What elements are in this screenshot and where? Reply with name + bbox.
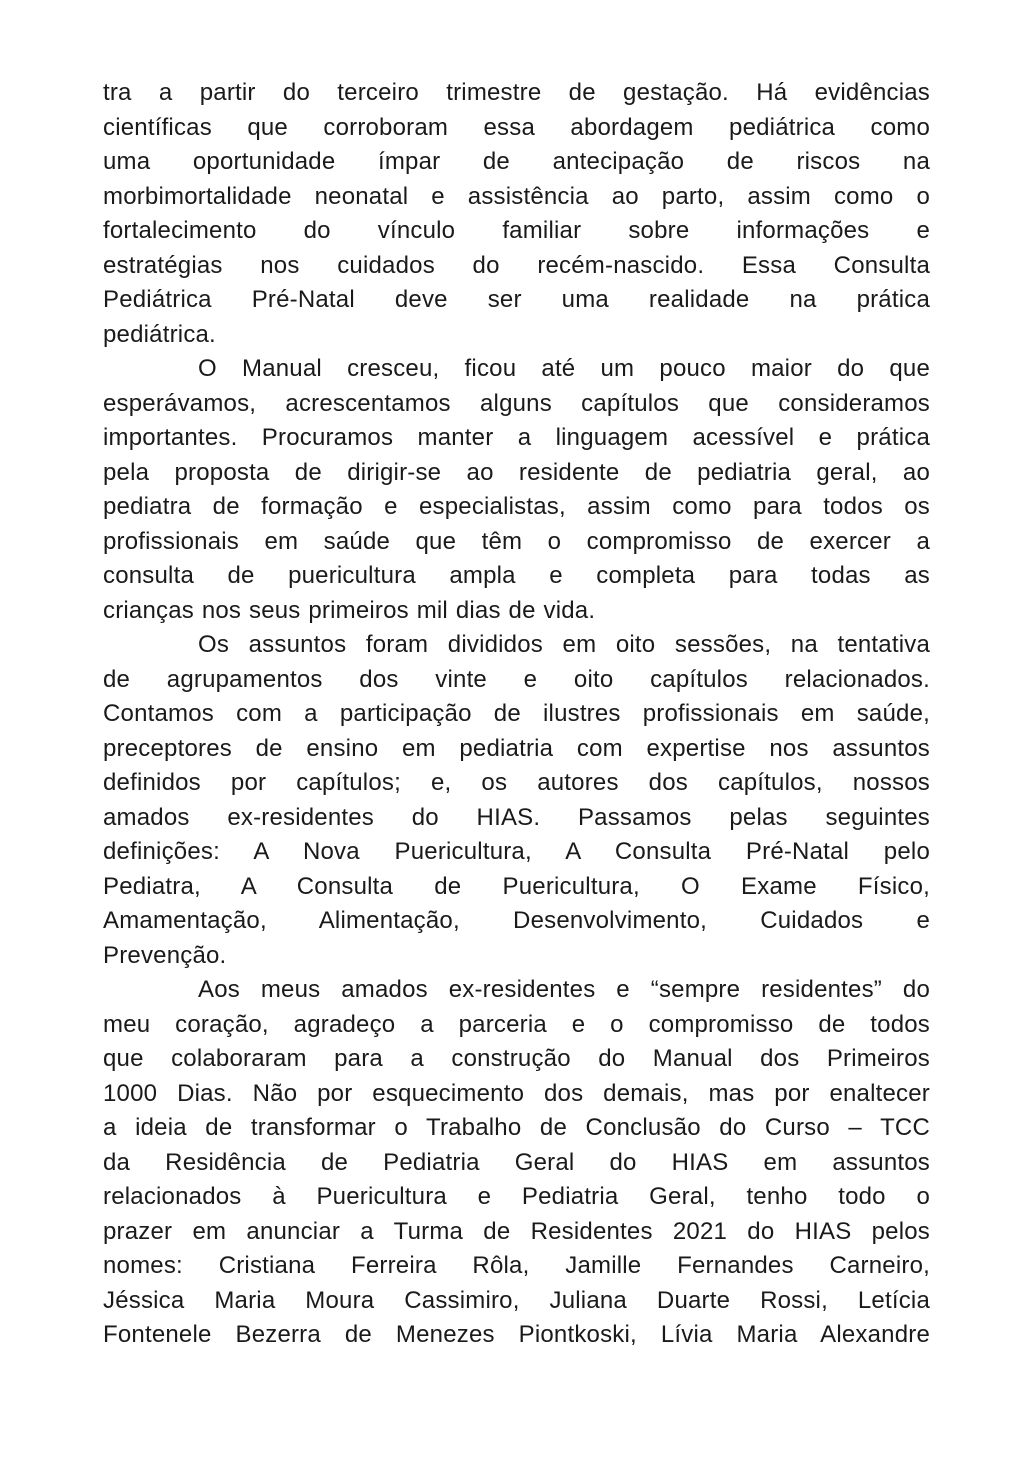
text-line: Amamentação, Alimentação, Desenvolvimento, Cuidados e [103, 907, 930, 934]
paragraph [103, 628, 930, 973]
text-line: O Manual cresceu, ficou até um pouco maior do que [198, 355, 930, 382]
text-line: a ideia de transformar o Trabalho de Conclusão do Curso – TCC [103, 1114, 930, 1141]
text-line: definições: A Nova Puericultura, A Consulta Pré-Natal pelo [103, 838, 930, 865]
text-line: Os assuntos foram divididos em oito sessões, na tentativa [198, 631, 930, 658]
text-line: Fontenele Bezerra de Menezes Piontkoski, Lívia Maria Alexandre [103, 1321, 930, 1348]
text-line: definidos por capítulos; e, os autores dos capítulos, nossos [103, 769, 930, 796]
text-line: nomes: Cristiana Ferreira Rôla, Jamille Fernandes Carneiro, [103, 1252, 930, 1279]
text-line: consulta de puericultura ampla e completa para todas as [103, 562, 930, 589]
text-line: pela proposta de dirigir-se ao residente de pediatria geral, ao [103, 458, 930, 486]
text-line: morbimortalidade neonatal e assistência ao parto, assim como o [103, 182, 930, 210]
text-line: prazer em anunciar a Turma de Residentes 2021 do HIAS pelos [103, 1217, 930, 1245]
text-line: tra a partir do terceiro trimestre de gestação. Há evidências [103, 79, 930, 106]
text-line: importantes. Procuramos manter a linguagem acessível e prática [103, 424, 930, 451]
text-line: de agrupamentos dos vinte e oito capítulos relacionados. [103, 665, 930, 693]
paragraph [103, 973, 930, 1353]
text-line: Pediátrica Pré-Natal deve ser uma realidade na prática [103, 286, 930, 313]
text-line: científicas que corroboram essa abordagem pediátrica como [103, 113, 930, 141]
text-line: relacionados à Puericultura e Pediatria Geral, tenho todo o [103, 1183, 930, 1210]
text-line: da Residência de Pediatria Geral do HIAS em assuntos [103, 1148, 930, 1176]
text-line: 1000 Dias. Não por esquecimento dos demais, mas por enaltecer [103, 1079, 930, 1107]
text-line: uma oportunidade ímpar de antecipação de riscos na [103, 148, 930, 175]
text-line: fortalecimento do vínculo familiar sobre informações e [103, 217, 930, 244]
text-line: Aos meus amados ex-residentes e “sempre residentes” do [198, 976, 930, 1003]
paragraph [103, 76, 930, 352]
text-line: Contamos com a participação de ilustres profissionais em saúde, [103, 700, 930, 727]
text-line: crianças nos seus primeiros mil dias de vida. [103, 596, 596, 624]
text-line: pediátrica. [103, 320, 216, 348]
text-line: profissionais em saúde que têm o compromisso de exercer a [103, 527, 930, 555]
text-line: meu coração, agradeço a parceria e o compromisso de todos [103, 1010, 930, 1038]
text-line: esperávamos, acrescentamos alguns capítulos que consideramos [103, 389, 930, 417]
text-line: Pediatra, A Consulta de Puericultura, O Exame Físico, [103, 872, 930, 900]
paragraph [103, 352, 930, 628]
text-line: estratégias nos cuidados do recém-nascido. Essa Consulta [103, 251, 930, 279]
text-line: pediatra de formação e especialistas, assim como para todos os [103, 493, 930, 520]
text-line: preceptores de ensino em pediatria com expertise nos assuntos [103, 734, 930, 762]
text-line: Prevenção. [103, 941, 227, 969]
text-line: Jéssica Maria Moura Cassimiro, Juliana Duarte Rossi, Letícia [103, 1286, 930, 1314]
text-line: amados ex-residentes do HIAS. Passamos pelas seguintes [103, 803, 930, 831]
page-text [103, 76, 930, 1353]
text-line: que colaboraram para a construção do Manual dos Primeiros [103, 1045, 930, 1072]
